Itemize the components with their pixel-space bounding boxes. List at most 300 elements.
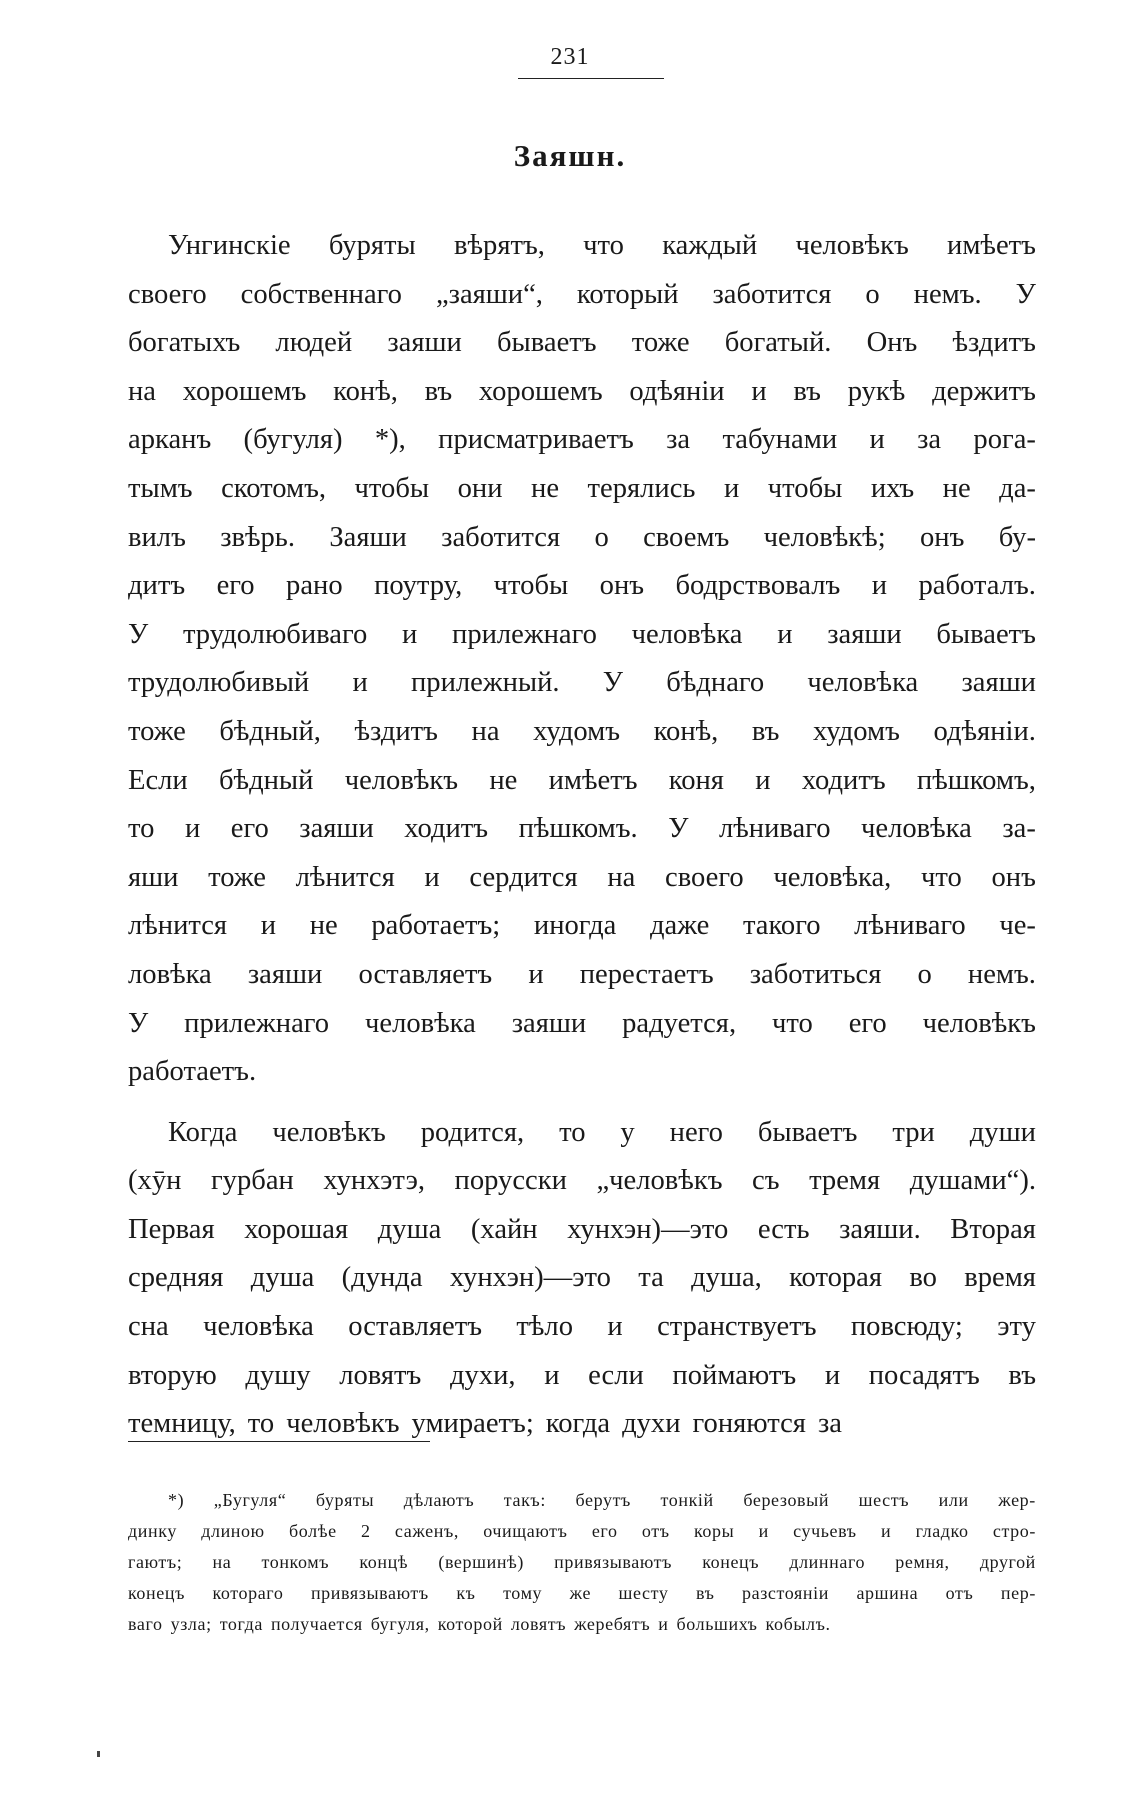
word: заяши bbox=[387, 327, 462, 359]
word: человѣкъ bbox=[795, 230, 909, 261]
word: его bbox=[591, 1521, 618, 1541]
text-line bbox=[128, 1485, 1036, 1516]
word: Если bbox=[128, 764, 188, 796]
footnote-separator bbox=[128, 1441, 430, 1442]
word: ходитъ bbox=[404, 813, 489, 845]
word: три bbox=[892, 1116, 935, 1148]
word: и bbox=[755, 764, 771, 796]
word: сердится bbox=[469, 861, 578, 893]
word: лѣниваго bbox=[854, 910, 966, 942]
word: человѣка bbox=[807, 667, 919, 699]
word: ловятъ bbox=[339, 1359, 422, 1391]
word: и bbox=[881, 1521, 892, 1541]
word: одѣяніи bbox=[629, 375, 725, 407]
text-line bbox=[128, 222, 1036, 271]
word: они bbox=[457, 472, 503, 504]
word: худомъ bbox=[533, 715, 621, 747]
text-line bbox=[128, 319, 1036, 368]
word: своего bbox=[128, 278, 207, 310]
word: о bbox=[917, 958, 932, 990]
word: кобылъ. bbox=[765, 1614, 831, 1634]
word: въ bbox=[793, 375, 821, 407]
word: конѣ, bbox=[653, 715, 719, 747]
text-line bbox=[128, 611, 1036, 660]
word: сучьевъ bbox=[793, 1521, 857, 1541]
word: немъ. bbox=[967, 958, 1036, 990]
word: за bbox=[917, 424, 942, 456]
word: лѣнится bbox=[295, 861, 395, 893]
word: пѣшкомъ, bbox=[916, 764, 1036, 796]
word: „Бугуля“ bbox=[213, 1490, 287, 1510]
text-line bbox=[128, 271, 1036, 320]
word: богатыхъ bbox=[128, 327, 241, 359]
word: за bbox=[817, 1408, 842, 1440]
text-line bbox=[128, 1254, 1036, 1303]
word: каждый bbox=[662, 230, 758, 261]
word: берутъ bbox=[575, 1490, 631, 1510]
word: буряты bbox=[315, 1490, 375, 1510]
word: тогда bbox=[219, 1614, 263, 1634]
word: у bbox=[620, 1116, 635, 1148]
word: присматриваетъ bbox=[438, 424, 634, 456]
text-line bbox=[128, 1609, 1036, 1640]
word: тоже bbox=[128, 715, 186, 747]
word: духи, bbox=[449, 1359, 516, 1391]
chapter-title: Заяшн. bbox=[513, 138, 627, 173]
word: которой bbox=[437, 1614, 503, 1634]
word: заяши bbox=[827, 618, 902, 650]
word: (хӯн bbox=[128, 1165, 182, 1197]
word: прилежнаго bbox=[452, 618, 597, 650]
text-line bbox=[128, 708, 1036, 757]
word: жеребятъ bbox=[574, 1614, 651, 1634]
word: другой bbox=[979, 1552, 1036, 1572]
word: въ bbox=[1008, 1359, 1036, 1391]
word: и bbox=[424, 861, 440, 893]
word: У bbox=[668, 813, 689, 845]
word: трудолюбиваго bbox=[182, 618, 368, 650]
word: (хайн bbox=[470, 1213, 538, 1245]
word: терялись bbox=[587, 472, 696, 504]
word: хорошемъ bbox=[182, 375, 307, 407]
word: своемъ bbox=[643, 521, 730, 553]
word: своего bbox=[665, 861, 744, 893]
word: очищаютъ bbox=[483, 1521, 568, 1541]
text-line bbox=[128, 1547, 1036, 1578]
word: жер- bbox=[998, 1490, 1036, 1510]
word: не bbox=[309, 910, 338, 942]
footnote bbox=[128, 1485, 1036, 1640]
word: которая bbox=[789, 1262, 883, 1294]
word: то bbox=[559, 1116, 586, 1148]
word: шестъ bbox=[858, 1490, 910, 1510]
word: бѣдный, bbox=[219, 715, 321, 747]
word: Вторая bbox=[950, 1213, 1036, 1245]
word: У bbox=[128, 1007, 149, 1039]
text-line bbox=[128, 854, 1036, 903]
word: У bbox=[1015, 278, 1036, 310]
word: шесту bbox=[618, 1583, 669, 1603]
word: березовый bbox=[743, 1490, 830, 1510]
word: узла; bbox=[170, 1614, 212, 1634]
word: че- bbox=[999, 910, 1036, 942]
word: У bbox=[128, 618, 149, 650]
text-line bbox=[128, 1000, 1036, 1049]
word: оставляетъ bbox=[348, 1311, 483, 1343]
word: тымъ bbox=[128, 472, 193, 504]
word: онъ bbox=[919, 521, 965, 553]
page-number-rule bbox=[518, 78, 664, 79]
word: и bbox=[184, 813, 201, 845]
text-line bbox=[128, 757, 1036, 806]
word: иногда bbox=[533, 910, 617, 942]
word: *), bbox=[374, 424, 406, 456]
word: отъ bbox=[641, 1521, 670, 1541]
word: арканъ bbox=[128, 424, 212, 456]
word: „человѣкъ bbox=[596, 1165, 723, 1197]
text-line bbox=[128, 368, 1036, 417]
word: гладко bbox=[915, 1521, 969, 1541]
word: бѣднаго bbox=[666, 667, 765, 699]
text-line bbox=[128, 805, 1036, 854]
word: такъ: bbox=[503, 1490, 546, 1510]
word: заяши bbox=[299, 813, 374, 845]
word: котораго bbox=[212, 1583, 284, 1603]
text-line bbox=[128, 1516, 1036, 1547]
word: лѣнится bbox=[128, 910, 228, 942]
word: болѣе bbox=[289, 1521, 337, 1541]
word: не bbox=[531, 472, 560, 504]
word: саженъ, bbox=[394, 1521, 459, 1541]
word: заяши bbox=[961, 667, 1036, 699]
word: чтобы bbox=[354, 472, 430, 504]
word: повсюду; bbox=[850, 1311, 963, 1343]
word: имѣетъ bbox=[947, 230, 1036, 261]
word: ѣздитъ bbox=[354, 715, 438, 747]
word: и bbox=[607, 1311, 623, 1343]
word: бываетъ bbox=[497, 327, 597, 359]
word: родится, bbox=[420, 1116, 525, 1148]
text-line bbox=[128, 562, 1036, 611]
word: привязываютъ bbox=[554, 1552, 673, 1572]
word: его bbox=[848, 1007, 887, 1039]
word: Заяши bbox=[329, 521, 407, 553]
word: яши bbox=[128, 861, 179, 893]
word: даже bbox=[649, 910, 710, 942]
word: его bbox=[230, 813, 269, 845]
word: оставляетъ bbox=[358, 958, 493, 990]
word: работаетъ; bbox=[371, 910, 501, 942]
word: если bbox=[588, 1359, 644, 1391]
word: чтобы bbox=[767, 472, 843, 504]
word: отъ bbox=[945, 1583, 974, 1603]
word: и bbox=[758, 1521, 769, 1541]
word: не bbox=[942, 472, 971, 504]
word: заяши bbox=[247, 958, 323, 990]
word: за bbox=[666, 424, 691, 456]
word: Первая bbox=[128, 1213, 215, 1245]
text-line bbox=[128, 1048, 1036, 1097]
word: который bbox=[576, 278, 679, 310]
word: въ bbox=[695, 1583, 715, 1603]
word: гаютъ; bbox=[128, 1552, 183, 1572]
word: ремня, bbox=[895, 1552, 950, 1572]
word: въ bbox=[751, 715, 780, 747]
word: эту bbox=[997, 1311, 1036, 1343]
word: же bbox=[569, 1583, 592, 1603]
word: дѣлаютъ bbox=[403, 1490, 475, 1510]
word: и bbox=[723, 472, 740, 504]
word: онъ bbox=[991, 861, 1036, 893]
word: и bbox=[260, 910, 277, 942]
word: рога- bbox=[973, 424, 1036, 456]
word: бодрствовалъ bbox=[675, 570, 841, 602]
word: длиною bbox=[201, 1521, 265, 1541]
word: сна bbox=[128, 1311, 169, 1343]
word: одѣяніи. bbox=[933, 715, 1036, 747]
word: коры bbox=[693, 1521, 735, 1541]
word: духи bbox=[622, 1408, 681, 1440]
word: пер- bbox=[1000, 1583, 1036, 1603]
word: ходитъ bbox=[801, 764, 886, 796]
word: о bbox=[865, 278, 880, 310]
word: работалъ. bbox=[918, 570, 1036, 602]
word: то bbox=[128, 813, 155, 845]
word: тремя bbox=[809, 1165, 881, 1197]
word: привязываютъ bbox=[310, 1583, 429, 1603]
word: ихъ bbox=[870, 472, 915, 504]
text-line bbox=[128, 1109, 1036, 1158]
word: или bbox=[938, 1490, 969, 1510]
word: заботиться bbox=[749, 958, 882, 990]
word: заботится bbox=[441, 521, 561, 553]
word: Унгинскіе bbox=[168, 230, 291, 261]
word: конецъ bbox=[128, 1583, 185, 1603]
word: худомъ bbox=[813, 715, 900, 747]
text-line bbox=[128, 514, 1036, 563]
word: человѣка bbox=[861, 813, 972, 845]
word: и bbox=[352, 667, 368, 699]
word: получается bbox=[270, 1614, 363, 1634]
word: табунами bbox=[722, 424, 838, 456]
word: человѣкѣ; bbox=[763, 521, 886, 553]
word: конѣ, bbox=[333, 375, 398, 407]
word: разстояніи bbox=[742, 1583, 829, 1603]
word: его bbox=[216, 570, 255, 602]
word: заботится bbox=[712, 278, 832, 310]
word: то bbox=[247, 1408, 275, 1440]
word: радуется, bbox=[622, 1007, 737, 1039]
word: 2 bbox=[361, 1521, 371, 1541]
word: хорошая bbox=[244, 1213, 349, 1245]
word: странствуетъ bbox=[657, 1311, 817, 1343]
text-line bbox=[128, 1578, 1036, 1609]
word: душа bbox=[377, 1213, 442, 1245]
word: порусски bbox=[454, 1165, 567, 1197]
word: ловятъ bbox=[510, 1614, 567, 1634]
word: и bbox=[871, 570, 888, 602]
word: хунхэн)—это bbox=[567, 1213, 729, 1245]
text-line bbox=[128, 1303, 1036, 1352]
word: та bbox=[638, 1262, 664, 1294]
word: тонкій bbox=[660, 1490, 714, 1510]
word: хунхэн)—это bbox=[449, 1262, 611, 1294]
word: тѣло bbox=[516, 1311, 573, 1343]
body-text bbox=[128, 222, 1036, 1449]
word: и bbox=[824, 1359, 841, 1391]
word: бываетъ bbox=[936, 618, 1036, 650]
word: (вершинѣ) bbox=[438, 1552, 525, 1572]
word: когда bbox=[545, 1408, 611, 1440]
word: человѣкъ bbox=[922, 1007, 1036, 1039]
word: перестаетъ bbox=[579, 958, 714, 990]
word: буряты bbox=[328, 230, 416, 261]
word: и bbox=[402, 618, 418, 650]
word: него bbox=[669, 1116, 723, 1148]
word: держитъ bbox=[932, 375, 1036, 407]
word: дитъ bbox=[128, 570, 186, 602]
word: звѣрь. bbox=[220, 521, 295, 553]
word: что bbox=[772, 1007, 813, 1039]
word: концѣ bbox=[359, 1552, 409, 1572]
word: посадятъ bbox=[868, 1359, 980, 1391]
word: рукѣ bbox=[847, 375, 906, 407]
word: людей bbox=[275, 327, 353, 359]
word: душа, bbox=[691, 1262, 762, 1294]
word: *) bbox=[168, 1490, 185, 1510]
text-line bbox=[128, 465, 1036, 514]
word: человѣкъ bbox=[344, 764, 459, 796]
word: умираетъ; bbox=[411, 1408, 534, 1440]
word: есть bbox=[757, 1213, 810, 1245]
word: Когда bbox=[168, 1116, 238, 1148]
word: тоже bbox=[631, 327, 690, 359]
word: У bbox=[602, 667, 624, 699]
word: человѣкъ bbox=[286, 1408, 400, 1440]
word: и bbox=[869, 424, 885, 456]
word: человѣка bbox=[203, 1311, 314, 1343]
word: да- bbox=[999, 472, 1036, 504]
word: не bbox=[489, 764, 518, 796]
word: конецъ bbox=[702, 1552, 760, 1572]
text-line bbox=[128, 1206, 1036, 1255]
word: гурбан bbox=[210, 1165, 294, 1197]
word: аршина bbox=[856, 1583, 919, 1603]
word: онъ bbox=[599, 570, 645, 602]
word: собственнаго bbox=[240, 278, 402, 310]
word: немъ. bbox=[913, 278, 982, 310]
word: тоже bbox=[208, 861, 266, 893]
word: и bbox=[751, 375, 767, 407]
word: большихъ bbox=[676, 1614, 758, 1634]
word: душу bbox=[245, 1359, 311, 1391]
word: богатый. bbox=[724, 327, 832, 359]
word: человѣка bbox=[631, 618, 743, 650]
word: вилъ bbox=[128, 521, 186, 553]
word: динку bbox=[128, 1521, 177, 1541]
text-line bbox=[128, 902, 1036, 951]
word: ваго bbox=[128, 1614, 163, 1634]
word: трудолюбивый bbox=[128, 667, 310, 699]
word: съ bbox=[752, 1165, 780, 1197]
word: и bbox=[658, 1614, 669, 1634]
word: коня bbox=[668, 764, 724, 796]
text-line bbox=[128, 1157, 1036, 1206]
word: вторую bbox=[128, 1359, 217, 1391]
word: за- bbox=[1002, 813, 1036, 845]
word: время bbox=[964, 1262, 1036, 1294]
word: Онъ bbox=[866, 327, 918, 359]
word: чтобы bbox=[493, 570, 569, 602]
word: на bbox=[607, 861, 636, 893]
print-speck bbox=[97, 1751, 100, 1757]
word: хунхэтэ, bbox=[323, 1165, 425, 1197]
text-line bbox=[128, 1352, 1036, 1401]
page-number: 231 bbox=[550, 44, 590, 70]
word: (бугуля) bbox=[243, 424, 343, 456]
word: вѣрятъ, bbox=[454, 230, 545, 261]
text-line bbox=[128, 416, 1036, 465]
word: (дунда bbox=[341, 1262, 423, 1294]
word: ловѣка bbox=[128, 958, 212, 990]
word: что bbox=[921, 861, 962, 893]
word: и bbox=[777, 618, 793, 650]
word: о bbox=[594, 521, 609, 553]
word: заяши bbox=[511, 1007, 587, 1039]
word: тому bbox=[503, 1583, 543, 1603]
word: прилежный. bbox=[410, 667, 560, 699]
text-line bbox=[128, 951, 1036, 1000]
word: бываетъ bbox=[757, 1116, 858, 1148]
word: работаетъ. bbox=[128, 1056, 257, 1088]
word: рано bbox=[286, 570, 343, 602]
word: стро- bbox=[992, 1521, 1036, 1541]
word: душа bbox=[250, 1262, 315, 1294]
word: пѣшкомъ. bbox=[518, 813, 638, 845]
word: имѣетъ bbox=[548, 764, 638, 796]
word: душами“). bbox=[909, 1165, 1036, 1197]
word: и bbox=[528, 958, 544, 990]
word: бугуля, bbox=[370, 1614, 430, 1634]
word: на bbox=[128, 375, 156, 407]
word: темницу, bbox=[128, 1408, 236, 1440]
word: что bbox=[583, 230, 624, 261]
word: заяши. bbox=[839, 1213, 921, 1245]
word: на bbox=[471, 715, 500, 747]
word: человѣка, bbox=[773, 861, 892, 893]
word: скотомъ, bbox=[221, 472, 327, 504]
word: прилежнаго bbox=[184, 1007, 330, 1039]
word: поутру, bbox=[374, 570, 463, 602]
word: средняя bbox=[128, 1262, 224, 1294]
word: бѣдный bbox=[219, 764, 314, 796]
text-line bbox=[128, 659, 1036, 708]
paragraph-gap bbox=[128, 1097, 1036, 1109]
word: въ bbox=[424, 375, 453, 407]
word: лѣниваго bbox=[718, 813, 831, 845]
word: къ bbox=[456, 1583, 476, 1603]
word: поймаютъ bbox=[672, 1359, 797, 1391]
word: и bbox=[544, 1359, 560, 1391]
word: такого bbox=[742, 910, 821, 942]
word: человѣка bbox=[365, 1007, 476, 1039]
word: тонкомъ bbox=[261, 1552, 330, 1572]
word: бу- bbox=[998, 521, 1036, 553]
word: гоняются bbox=[692, 1408, 806, 1440]
word: души bbox=[969, 1116, 1036, 1148]
word: длиннаго bbox=[789, 1552, 866, 1572]
word: хорошемъ bbox=[478, 375, 603, 407]
